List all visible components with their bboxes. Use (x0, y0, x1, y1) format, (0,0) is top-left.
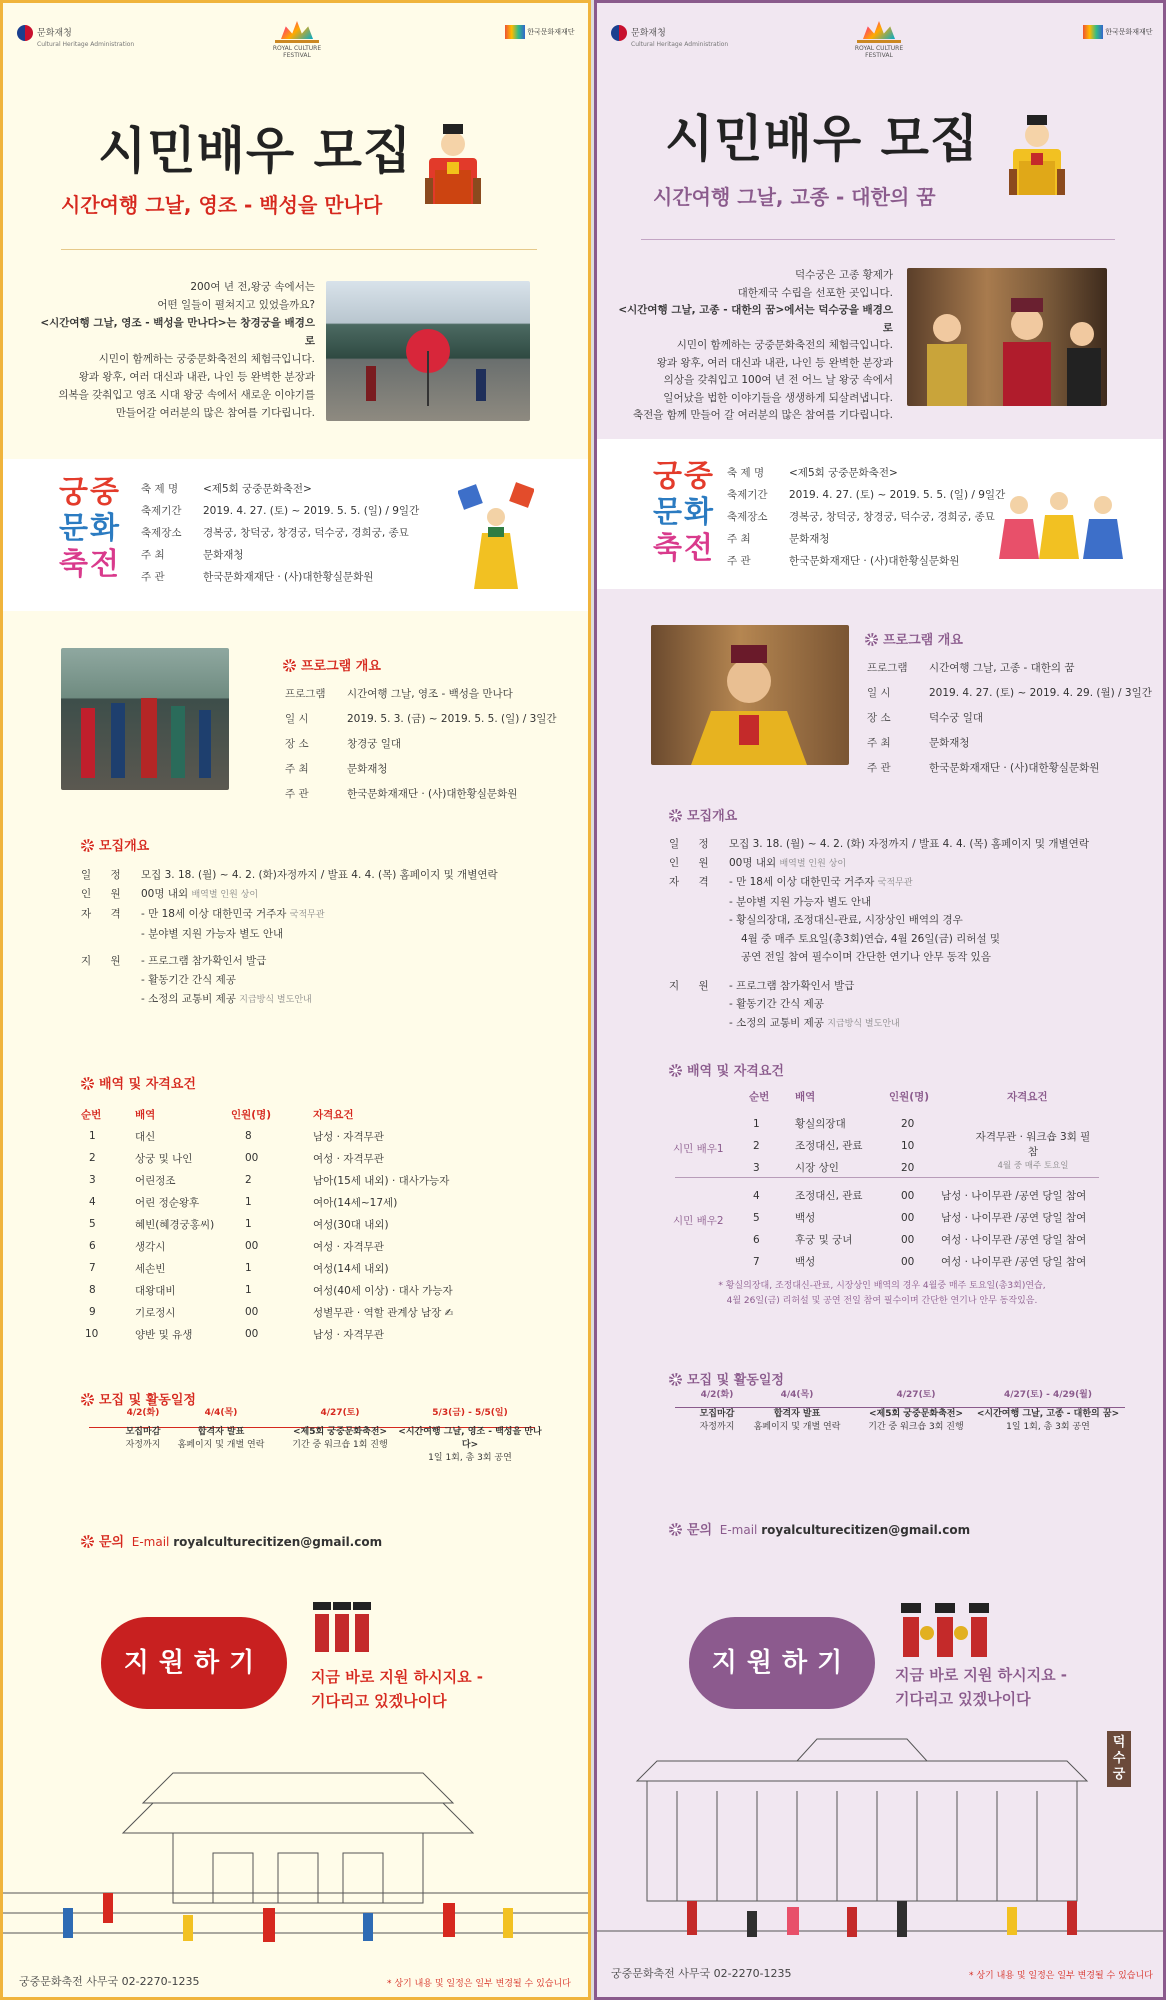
palace-sign: 덕수궁 (1107, 1731, 1131, 1787)
roles-section-title: 배역 및 자격요건 (81, 1073, 196, 1092)
schedule-section-title: 모집 및 활동일정 (669, 1369, 784, 1388)
timeline-item: 4/2(화) 모집마감 자정까지 (125, 1408, 161, 1450)
timeline-item: 4/4(목) 합격자 발표 홈페이지 및 개별 연락 (177, 1408, 265, 1450)
palace-illustration (3, 1743, 588, 1958)
band-illustration (897, 1599, 997, 1663)
kchf-mark-icon (1083, 25, 1103, 39)
slogan: 지금 바로 지원 하시지요 - 기다리고 있겠나이다 (311, 1668, 484, 1710)
taegeuk-icon (611, 25, 627, 41)
festival-info-table: 축 제 명 <제5회 궁중문화축전> 축제기간 2019. 4. 27. (토) ~ 2019. 5. 5. (일) / 9일간 축제장소 경복궁, 창덕궁, 창경궁, 덕수궁, 경희궁, 종묘 주 최 문화재청 주 관 한국문화재재단 · (사)대한황실문화원 (141, 483, 420, 583)
contact: 문의 E-mail royalculturecitizen@gmail.com (81, 1531, 382, 1550)
palace-photo (326, 281, 530, 421)
timeline-item: 4/2(화) 모집마감 자정까지 (699, 1390, 735, 1432)
apply-button[interactable]: 지원하기 (101, 1617, 287, 1709)
parade-photo (907, 268, 1107, 406)
page-title: 시민배우 모집 (98, 122, 413, 180)
program-info-table: 프로그램 시간여행 그날, 영조 - 백성을 만나다 일 시 2019. 5. 3. (금) ~ 2019. 5. 5. (일) / 3일간 장 소 창경궁 일대 주 최 문화재청 주 관 한국문화재재단 · (사)대한황실문화원 (285, 688, 557, 800)
deoksugung-illustration (597, 1731, 1163, 1963)
table-row: 10 양반 및 유생 00 남성 · 자격무관 (85, 1328, 384, 1341)
footnote: * 상기 내용 및 일정은 일부 변경될 수 있습니다 (969, 1971, 1153, 1981)
footnote: * 상기 내용 및 일정은 일부 변경될 수 있습니다 (387, 1979, 571, 1989)
flower-icon (669, 809, 682, 822)
divider (641, 239, 1115, 240)
contact-email[interactable]: royalculturecitizen@gmail.com (761, 1523, 971, 1537)
table-row: 4 어린 정순왕후 1 여아(14세~17세) (89, 1196, 398, 1209)
roles-table: 순번 배역 인원(명) 자격요건 1 대신 8 남성 · 자격무관 2 상궁 및 나인 00 여성 · 자격무관 3 어린정조 2 남아(15세 내외) · 대사가능자 4 어린 정순왕후 1 여아(14세~17세) 5 혜빈(혜경궁홍씨) 1 여성(30대 내외) 6 생각시 00 여성 · 자격무관 7 세손빈 1 여성(14세 내외) 8 대왕대비 1 여성(40세 이상) · 대사 가능자 9 기로정시 00 성별무관 · 역할 관계상 남장 ✍ 10 양반 및 유생 00 남성 · 자격무관 (81, 1103, 501, 1345)
footer-contact: 궁중문화축전 사무국 02-2270-1235 (19, 1975, 200, 1988)
cha-logo: 문화재청 Cultural Heritage Administration (611, 25, 728, 48)
roles-table: 순번 배역 인원(명) 자격요건 시민 배우1 시민 배우2 1 2 3 황실의장대 조정대신, 관료 시장 상인 20 10 20 자격무관 · 워크숍 3회 필참 4월 중 매주 토요일 4 5 6 7 조정대신, 관료 백성 후궁 및 궁녀 백성 00 00 00 00 남성 · 나이무관 /공연 당일 참여 남성 · 나이무관 /공연 당일 참여 여성 · 나이무관 /공연 당일 참여 여성 · 나이무관 /공연 당일 참여 (673, 1085, 1099, 1283)
page-subtitle: 시간여행 그날, 영조 - 백성을 만나다 (61, 193, 383, 217)
flower-icon (81, 1077, 94, 1090)
recruit-details: 일 정 모집 3. 18. (월) ~ 4. 2. (화)자정까지 / 발표 4. 4. (목) 홈페이지 및 개별연락 인 원 00명 내외 배역별 인원 상이 자 격 - 만 18세 이상 대한민국 거주자 국적무관 - 분야별 지원 가능자 별도 안내 지 원 - 프로그램 참가확인서 발급 - 활동기간 간식 제공 - 소정의 교통비 제공 지급방식 별도안내 (81, 869, 498, 1005)
kchf-logo: 한국문화재재단 (1083, 25, 1153, 39)
timeline-item: 4/27(토) - 4/29(월) <시간여행 그날, 고종 - 대한의 꿈> 1일 1회, 총 3회 공연 (976, 1390, 1120, 1432)
intro-text: 덕수궁은 고종 황제가 대한제국 수립을 선포한 곳입니다. <시간여행 그날, 고종 - 대한의 꿈>에서는 덕수궁을 배경으로 시민이 함께하는 궁중문화축전의 체험극입니다. 왕과 왕후, 여러 대신과 내관, 나인 등 완벽한 분장과 의상을 갖춰입고 100여 년 전 어느 날 왕궁 속에서 일어났을 법한 이야기들을 생생하게 되살려냅니다. 축전을 함께 만들어 갈 여러분의 많은 참여를 기다립니다. (618, 269, 893, 421)
roles-note: * 황실의장대, 조정대신-관료, 시장상인 배역의 경우 4월중 매주 토요일(총3회)연습, 4월 26일(금) 리허설 및 공연 전일 참여 필수이며 간단한 연기나 안무 동작있음. (718, 1281, 1046, 1306)
parade-photo (61, 648, 229, 790)
group1-requirement: 자격무관 · 워크숍 3회 필참 4월 중 매주 토요일 (975, 1131, 1091, 1171)
group-label: 시민 배우1 (673, 1143, 724, 1155)
festival-info-table: 축 제 명 <제5회 궁중문화축전> 축제기간 2019. 4. 27. (토) ~ 2019. 5. 5. (일) / 9일간 축제장소 경복궁, 창덕궁, 창경궁, 덕수궁, 경희궁, 종묘 주 최 문화재청 주 관 한국문화재재단 · (사)대한황실문화원 (727, 467, 1006, 567)
festival-logo: ROYAL CULTURE FESTIVAL (849, 17, 909, 59)
program-section-title: 프로그램 개요 (283, 655, 381, 674)
footer-contact: 궁중문화축전 사무국 02-2270-1235 (611, 1967, 792, 1980)
table-row: 6 생각시 00 여성 · 자격무관 (89, 1240, 384, 1253)
crown-icon (275, 17, 319, 43)
taegeuk-icon (17, 25, 33, 41)
table-row: 8 대왕대비 1 여성(40세 이상) · 대사 가능자 (89, 1284, 453, 1297)
page-title: 시민배우 모집 (665, 110, 980, 168)
festival-wordmark: 궁중 문화 축전 (653, 459, 715, 566)
poster-gojong (594, 0, 1166, 2000)
flower-icon (81, 1535, 94, 1548)
program-section-title: 프로그램 개요 (865, 629, 963, 648)
table-row: 9 기로정시 00 성별무관 · 역할 관계상 남장 ✍ (89, 1306, 454, 1319)
divider (675, 1177, 1099, 1178)
timeline-item: 4/27(토) <제5회 궁중문화축전> 기간 중 워크숍 1회 진행 (292, 1408, 388, 1450)
kchf-mark-icon (505, 25, 525, 39)
timeline-item: 5/3(금) - 5/5(일) <시간여행 그날, 영조 - 백성을 만나다> 1일 1회, 총 3회 공연 (398, 1408, 542, 1463)
flower-icon (669, 1373, 682, 1386)
timeline-item: 4/27(토) <제5회 궁중문화축전> 기간 중 워크숍 3회 진행 (868, 1390, 964, 1432)
flower-icon (81, 839, 94, 852)
program-info-table: 프로그램 시간여행 그날, 고종 - 대한의 꿈 일 시 2019. 4. 27. (토) ~ 2019. 4. 29. (월) / 3일간 장 소 덕수궁 일대 주 최 문화재청 주 관 한국문화재재단 · (사)대한황실문화원 (867, 662, 1152, 774)
court-ladies-illustration (999, 485, 1129, 565)
recruit-section-title: 모집개요 (669, 805, 737, 824)
apply-button[interactable]: 지원하기 (689, 1617, 875, 1709)
group-label: 시민 배우2 (673, 1215, 724, 1227)
page-subtitle: 시간여행 그날, 고종 - 대한의 꿈 (653, 185, 936, 209)
crown-icon (857, 17, 901, 43)
dancer-illustration (458, 481, 534, 597)
slogan: 지금 바로 지원 하시지요 - 기다리고 있겠나이다 (895, 1666, 1068, 1708)
timeline-item: 4/4(목) 합격자 발표 홈페이지 및 개별 연락 (753, 1390, 841, 1432)
festival-info-box (597, 439, 1163, 589)
contact-email[interactable]: royalculturecitizen@gmail.com (173, 1535, 383, 1549)
recruit-section-title: 모집개요 (81, 835, 149, 854)
festival-logo: ROYAL CULTURE FESTIVAL (267, 17, 327, 59)
contact: 문의 E-mail royalculturecitizen@gmail.com (669, 1519, 970, 1538)
table-row: 5 혜빈(혜경궁홍씨) 1 여성(30대 내외) (89, 1218, 389, 1231)
roles-section-title: 배역 및 자격요건 (669, 1060, 784, 1079)
king-illustration (425, 118, 481, 206)
recruit-details: 일 정 모집 3. 18. (월) ~ 4. 2. (화) 자정까지 / 발표 4. 4. (목) 홈페이지 및 개별연락 인 원 00명 내외 배역별 인원 상이 자 격 - 만 18세 이상 대한민국 거주자 국적무관 - 분야별 지원 가능자 별도 안내 - 황실의장대, 조정대신-관료, 시장상인 배역의 경우 4월 중 매주 토요일(총3회)연습, 4월 26일(금) 리허설 및 공연 전일 참여 필수이며 간단한 연기나 안무 동작 있음 지 원 - 프로그램 참가확인서 발급 - 활동기간 간식 제공 - 소정의 교통비 제공 지급방식 별도안내 (669, 838, 1089, 1029)
table-row: 7 세손빈 1 여성(14세 내외) (89, 1262, 389, 1275)
flower-icon (669, 1064, 682, 1077)
intro-text: 200여 년 전,왕궁 속에서는 어떤 일들이 펼쳐지고 있었을까요? <시간여행 그날, 영조 - 백성을 만나다>는 창경궁을 배경으로 시민이 함께하는 궁중문화축전의 체험극입니다. 왕과 왕후, 여러 대신과 내관, 나인 등 완벽한 분장과 의복을 갖춰입고 영조 시대 왕궁 속에서 새로운 이야기를 만들어갈 여러분의 많은 참여를 기다립니다. (40, 281, 315, 419)
table-row: 1 대신 8 남성 · 자격무관 (89, 1130, 384, 1143)
flower-icon (865, 633, 878, 646)
kchf-logo: 한국문화재재단 (505, 25, 575, 39)
table-row: 3 어린정조 2 남아(15세 내외) · 대사가능자 (89, 1174, 450, 1187)
festival-info-box (3, 459, 588, 611)
guards-illustration (311, 1598, 375, 1658)
cha-logo: 문화재청 Cultural Heritage Administration (17, 25, 134, 48)
schedule-section-title: 모집 및 활동일정 (81, 1389, 196, 1408)
king-illustration (1009, 109, 1065, 197)
table-row: 2 상궁 및 나인 00 여성 · 자격무관 (89, 1152, 384, 1165)
emperor-photo (651, 625, 849, 765)
divider (61, 249, 537, 250)
flower-icon (283, 659, 296, 672)
festival-wordmark: 궁중 문화 축전 (59, 475, 121, 582)
flower-icon (669, 1523, 682, 1536)
